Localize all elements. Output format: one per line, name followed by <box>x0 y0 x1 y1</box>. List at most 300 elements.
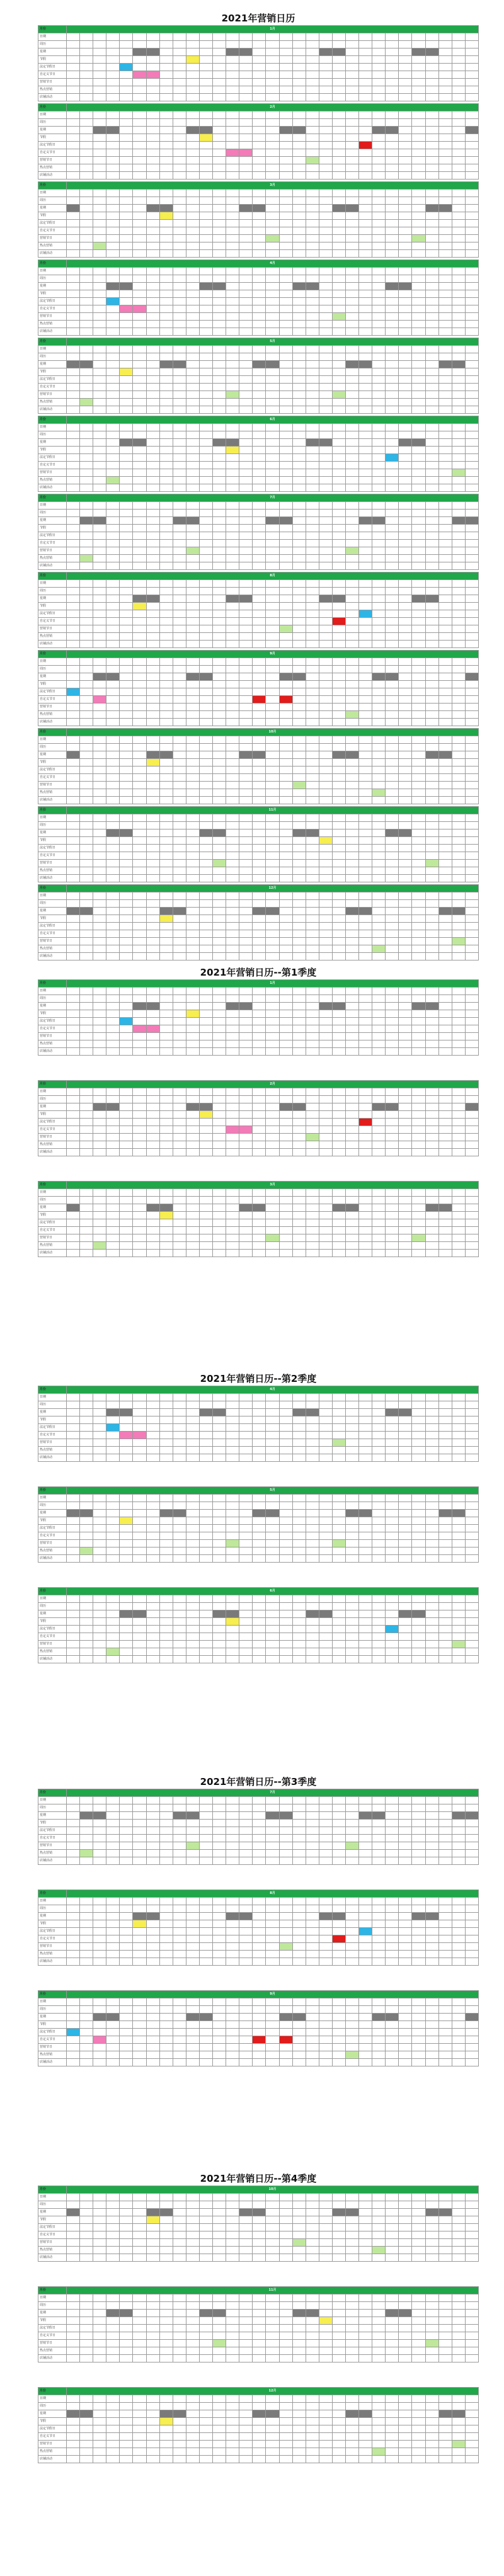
day-cell <box>226 736 239 744</box>
day-cell <box>279 275 292 283</box>
day-cell <box>106 424 120 431</box>
day-cell <box>199 822 212 829</box>
day-cell <box>425 510 438 517</box>
row-label: 周历 <box>38 1197 67 1204</box>
day-cell <box>239 1227 253 1234</box>
day-cell <box>279 1149 292 1156</box>
day-cell <box>279 603 292 610</box>
day-cell <box>266 454 279 462</box>
day-cell <box>67 1510 80 1517</box>
calendar-row <box>38 391 479 399</box>
day-cell <box>253 696 266 704</box>
day-cell <box>173 368 186 376</box>
day-cell <box>67 945 80 953</box>
day-cell <box>186 454 199 462</box>
day-cell <box>359 610 372 618</box>
day-cell <box>319 1510 332 1517</box>
day-cell <box>120 462 133 469</box>
day-cell <box>199 625 212 633</box>
day-cell <box>425 719 438 726</box>
day-cell <box>438 328 452 336</box>
day-cell <box>133 1525 146 1532</box>
day-cell <box>438 469 452 477</box>
day-cell <box>186 205 199 212</box>
day-cell <box>173 64 186 71</box>
day-cell <box>452 424 465 431</box>
day-cell <box>332 242 345 250</box>
day-cell <box>452 313 465 321</box>
day-cell <box>213 119 226 127</box>
day-cell <box>345 1242 358 1250</box>
day-cell <box>319 1234 332 1242</box>
day-cell <box>173 431 186 439</box>
row-label: 自定义节日 <box>38 384 67 391</box>
day-cell <box>226 111 239 119</box>
day-cell <box>146 525 159 532</box>
day-cell <box>319 1040 332 1048</box>
day-cell <box>319 1416 332 1424</box>
day-cell <box>67 502 80 510</box>
day-cell <box>438 298 452 305</box>
day-cell <box>438 94 452 101</box>
day-cell <box>399 1025 412 1033</box>
day-cell <box>146 1242 159 1250</box>
day-cell <box>80 1416 93 1424</box>
day-cell <box>292 1242 306 1250</box>
day-cell <box>386 767 399 774</box>
day-cell <box>80 220 93 227</box>
day-cell <box>93 290 106 298</box>
day-cell <box>438 111 452 119</box>
day-cell <box>173 220 186 227</box>
day-cell <box>120 789 133 797</box>
month-header-row <box>38 1081 479 1088</box>
day-cell <box>239 439 253 447</box>
day-cell <box>173 227 186 235</box>
day-cell <box>173 1212 186 1219</box>
day-cell <box>159 744 173 751</box>
day-cell <box>186 540 199 547</box>
day-cell <box>173 1018 186 1025</box>
day-cell <box>386 41 399 48</box>
day-cell <box>438 134 452 142</box>
month-block <box>38 884 479 960</box>
day-cell <box>386 595 399 603</box>
day-cell <box>425 127 438 134</box>
day-cell <box>332 845 345 852</box>
day-cell <box>319 688 332 696</box>
calendar-row <box>38 376 479 384</box>
day-cell <box>67 86 80 94</box>
day-cell <box>67 1212 80 1219</box>
day-cell <box>146 1432 159 1439</box>
day-cell <box>412 1454 425 1462</box>
calendar-row <box>38 1502 479 1510</box>
day-cell <box>80 1189 93 1197</box>
day-cell <box>199 588 212 595</box>
day-cell <box>399 1189 412 1197</box>
day-cell <box>279 625 292 633</box>
day-cell <box>279 736 292 744</box>
day-cell <box>279 250 292 258</box>
day-cell <box>319 814 332 822</box>
day-cell <box>253 1401 266 1409</box>
day-cell <box>146 250 159 258</box>
day-cell <box>465 829 478 837</box>
day-cell <box>345 1149 358 1156</box>
day-cell <box>399 782 412 789</box>
day-cell <box>438 157 452 164</box>
day-cell <box>120 48 133 56</box>
day-cell <box>412 688 425 696</box>
day-cell <box>93 1141 106 1149</box>
day-cell <box>146 829 159 837</box>
day-cell <box>359 633 372 641</box>
day-cell <box>93 673 106 681</box>
day-cell <box>452 915 465 923</box>
day-cell <box>465 860 478 867</box>
day-cell <box>452 164 465 172</box>
day-cell <box>106 94 120 101</box>
day-cell <box>173 190 186 197</box>
day-cell <box>106 1204 120 1212</box>
day-cell <box>253 774 266 782</box>
day-cell <box>80 610 93 618</box>
day-cell <box>146 447 159 454</box>
day-cell <box>80 48 93 56</box>
day-cell <box>306 603 319 610</box>
day-cell <box>412 759 425 767</box>
day-cell <box>438 1126 452 1134</box>
day-cell <box>359 212 372 220</box>
day-cell <box>253 1454 266 1462</box>
day-cell <box>226 953 239 960</box>
day-cell <box>253 111 266 119</box>
day-cell <box>226 1025 239 1033</box>
day-cell <box>292 424 306 431</box>
day-cell <box>452 454 465 462</box>
day-cell <box>226 789 239 797</box>
day-cell <box>159 540 173 547</box>
day-cell <box>93 1416 106 1424</box>
day-cell <box>332 119 345 127</box>
day-cell <box>332 1018 345 1025</box>
day-cell <box>412 1149 425 1156</box>
day-cell <box>80 119 93 127</box>
day-cell <box>159 681 173 688</box>
day-cell <box>226 1219 239 1227</box>
day-cell <box>372 406 386 414</box>
day-cell <box>93 119 106 127</box>
day-cell <box>399 1103 412 1111</box>
row-label: 周历 <box>38 275 67 283</box>
day-cell <box>306 79 319 86</box>
day-cell <box>199 759 212 767</box>
day-cell <box>266 1439 279 1447</box>
day-cell <box>266 595 279 603</box>
day-cell <box>133 540 146 547</box>
day-cell <box>173 1048 186 1056</box>
day-cell <box>452 719 465 726</box>
day-cell <box>159 313 173 321</box>
day-cell <box>332 610 345 618</box>
day-cell <box>266 641 279 648</box>
day-cell <box>399 1424 412 1432</box>
day-cell <box>159 751 173 759</box>
month-block <box>38 1080 479 1156</box>
day-cell <box>253 860 266 867</box>
day-cell <box>120 1416 133 1424</box>
day-cell <box>239 532 253 540</box>
day-cell <box>292 744 306 751</box>
day-cell <box>332 484 345 492</box>
day-cell <box>146 875 159 882</box>
day-cell <box>159 1525 173 1532</box>
day-cell <box>266 1033 279 1040</box>
day-cell <box>345 688 358 696</box>
day-cell <box>386 305 399 313</box>
day-cell <box>332 346 345 353</box>
day-cell <box>80 673 93 681</box>
day-cell <box>226 406 239 414</box>
day-cell <box>266 867 279 875</box>
day-cell <box>213 484 226 492</box>
day-cell <box>67 1502 80 1510</box>
day-cell <box>93 1502 106 1510</box>
day-cell <box>279 719 292 726</box>
day-cell <box>93 242 106 250</box>
day-cell <box>106 502 120 510</box>
day-cell <box>386 829 399 837</box>
day-cell <box>146 1502 159 1510</box>
month-header-row <box>38 26 479 33</box>
day-cell <box>213 391 226 399</box>
day-cell <box>372 1048 386 1056</box>
day-cell <box>159 242 173 250</box>
day-cell <box>133 988 146 995</box>
day-cell <box>279 1495 292 1502</box>
day-cell <box>425 930 438 938</box>
day-cell <box>80 1134 93 1141</box>
day-cell <box>399 1018 412 1025</box>
day-cell <box>226 908 239 915</box>
day-cell <box>80 439 93 447</box>
day-cell <box>226 424 239 431</box>
day-cell <box>159 439 173 447</box>
day-cell <box>292 391 306 399</box>
day-cell <box>452 711 465 719</box>
day-cell <box>332 1502 345 1510</box>
day-cell <box>173 1416 186 1424</box>
day-cell <box>226 900 239 908</box>
day-cell <box>345 829 358 837</box>
day-cell <box>186 1424 199 1432</box>
day-cell <box>412 953 425 960</box>
day-cell <box>345 1517 358 1525</box>
day-cell <box>80 190 93 197</box>
row-label: 自定义节日 <box>38 149 67 157</box>
day-cell <box>399 867 412 875</box>
day-cell <box>306 517 319 525</box>
calendar-row <box>38 431 479 439</box>
day-cell <box>213 852 226 860</box>
day-cell <box>67 673 80 681</box>
row-label: 周历 <box>38 353 67 361</box>
day-cell <box>93 190 106 197</box>
day-cell <box>213 1018 226 1025</box>
day-cell <box>332 666 345 673</box>
day-cell <box>345 1189 358 1197</box>
day-cell <box>332 1242 345 1250</box>
day-cell <box>226 892 239 900</box>
calendar-row <box>38 1227 479 1234</box>
day-cell <box>412 633 425 641</box>
day-cell <box>120 346 133 353</box>
day-cell <box>173 447 186 454</box>
day-cell <box>106 1525 120 1532</box>
day-cell <box>452 938 465 945</box>
day-cell <box>133 439 146 447</box>
row-label: 热点营销 <box>38 164 67 172</box>
day-cell <box>465 953 478 960</box>
day-cell <box>67 290 80 298</box>
day-cell <box>399 454 412 462</box>
day-cell <box>106 127 120 134</box>
day-cell <box>465 666 478 673</box>
day-cell <box>159 995 173 1003</box>
day-cell <box>120 1250 133 1257</box>
day-cell <box>412 562 425 570</box>
calendar-row <box>38 829 479 837</box>
day-cell <box>279 618 292 625</box>
day-cell <box>106 547 120 555</box>
day-cell <box>199 56 212 64</box>
row-label: 节假 <box>38 1212 67 1219</box>
day-cell <box>279 86 292 94</box>
day-cell <box>399 469 412 477</box>
day-cell <box>239 242 253 250</box>
day-cell <box>213 988 226 995</box>
day-cell <box>266 719 279 726</box>
calendar-row <box>38 424 479 431</box>
day-cell <box>425 767 438 774</box>
day-cell <box>266 1401 279 1409</box>
day-cell <box>253 845 266 852</box>
day-cell <box>120 641 133 648</box>
day-cell <box>133 782 146 789</box>
day-cell <box>120 610 133 618</box>
day-cell <box>359 1189 372 1197</box>
day-cell <box>279 1439 292 1447</box>
day-cell <box>345 1003 358 1010</box>
day-cell <box>319 346 332 353</box>
day-cell <box>67 822 80 829</box>
day-cell <box>159 346 173 353</box>
day-cell <box>399 510 412 517</box>
day-cell <box>173 719 186 726</box>
day-cell <box>80 837 93 845</box>
day-cell <box>372 1454 386 1462</box>
day-cell <box>106 704 120 711</box>
day-cell <box>332 205 345 212</box>
day-cell <box>253 48 266 56</box>
day-cell <box>372 469 386 477</box>
day-cell <box>186 462 199 469</box>
day-cell <box>186 157 199 164</box>
day-cell <box>213 1525 226 1532</box>
day-cell <box>173 48 186 56</box>
day-cell <box>399 719 412 726</box>
day-cell <box>146 1126 159 1134</box>
day-cell <box>465 915 478 923</box>
day-cell <box>372 275 386 283</box>
day-cell <box>292 595 306 603</box>
day-cell <box>386 220 399 227</box>
day-cell <box>306 696 319 704</box>
day-cell <box>452 220 465 227</box>
day-cell <box>133 268 146 275</box>
day-cell <box>465 368 478 376</box>
day-cell <box>279 852 292 860</box>
day-cell <box>332 127 345 134</box>
day-cell <box>67 1197 80 1204</box>
day-cell <box>386 48 399 56</box>
day-cell <box>80 744 93 751</box>
day-cell <box>93 41 106 48</box>
day-cell <box>239 406 253 414</box>
day-cell <box>399 814 412 822</box>
calendar-row <box>38 580 479 588</box>
day-cell <box>345 774 358 782</box>
day-cell <box>332 157 345 164</box>
day-cell <box>345 119 358 127</box>
day-cell <box>253 328 266 336</box>
day-cell <box>106 454 120 462</box>
day-cell <box>199 1432 212 1439</box>
day-cell <box>372 250 386 258</box>
day-cell <box>412 1025 425 1033</box>
day-cell <box>452 1126 465 1134</box>
day-cell <box>106 1149 120 1156</box>
day-cell <box>173 86 186 94</box>
day-cell <box>213 547 226 555</box>
day-cell <box>106 1141 120 1149</box>
day-cell <box>399 789 412 797</box>
day-cell <box>319 719 332 726</box>
day-cell <box>332 283 345 290</box>
day-cell <box>80 908 93 915</box>
day-cell <box>279 908 292 915</box>
day-cell <box>146 892 159 900</box>
day-cell <box>159 603 173 610</box>
day-cell <box>438 321 452 328</box>
day-cell <box>133 1447 146 1454</box>
day-cell <box>425 900 438 908</box>
day-cell <box>159 328 173 336</box>
day-cell <box>438 227 452 235</box>
day-cell <box>279 1525 292 1532</box>
day-cell <box>173 41 186 48</box>
day-cell <box>266 540 279 547</box>
calendar-row <box>38 119 479 127</box>
row-label: 自定义节日 <box>38 462 67 469</box>
day-cell <box>465 595 478 603</box>
day-cell <box>93 995 106 1003</box>
day-cell <box>159 892 173 900</box>
day-cell <box>332 719 345 726</box>
day-cell <box>399 142 412 149</box>
day-cell <box>332 1234 345 1242</box>
